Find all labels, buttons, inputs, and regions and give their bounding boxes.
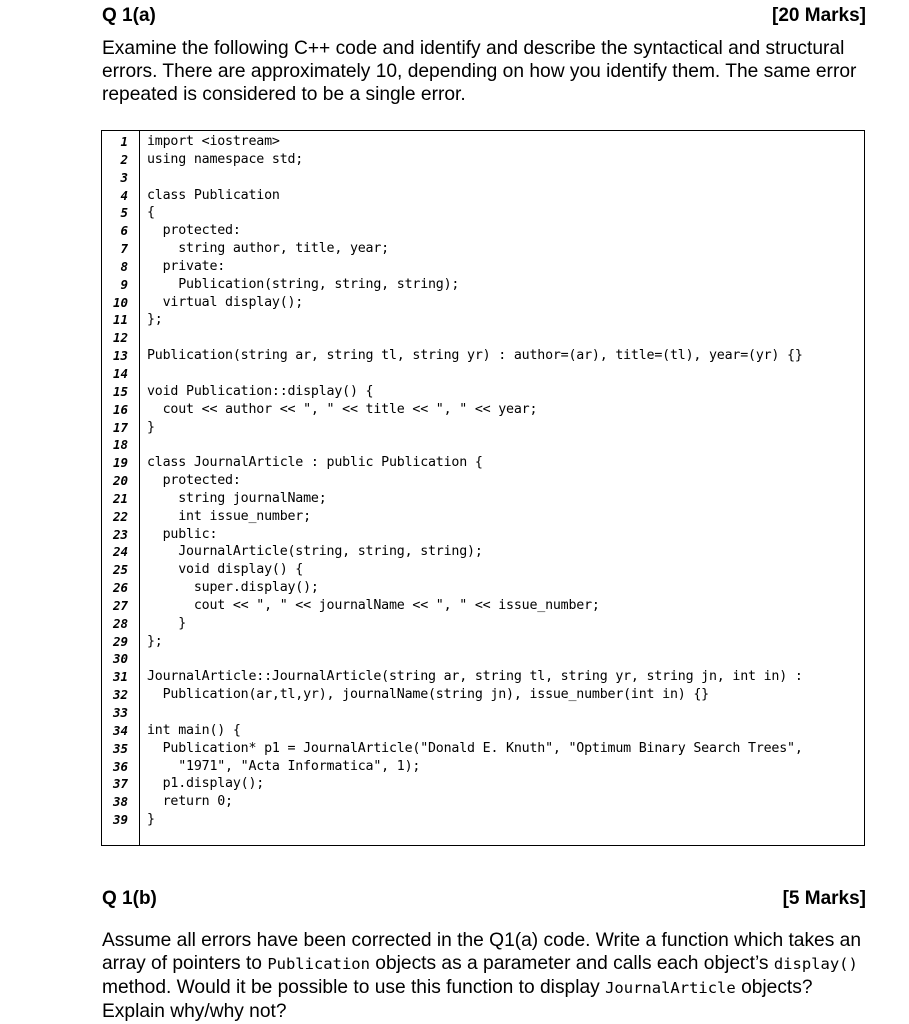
code-text: Publication(string, string, string); (147, 276, 460, 292)
code-line (102, 365, 864, 383)
code-line (102, 383, 864, 401)
code-text: return 0; (147, 794, 233, 810)
text-run: objects? Explain why/why not? (102, 977, 813, 1022)
code-line (102, 329, 864, 347)
question-1b-header (102, 888, 866, 914)
line-number: 38 (112, 794, 128, 810)
line-number: 12 (112, 330, 128, 346)
code-line (102, 222, 864, 240)
code-text: } (147, 419, 155, 435)
code-text: protected: (147, 473, 241, 489)
code-listing (101, 130, 865, 846)
code-text: void Publication::display() { (147, 383, 374, 399)
line-number: 13 (112, 348, 128, 364)
code-text: Publication(string ar, string tl, string yr) : author=(ar), title=(tl), year=(yr) {} (147, 348, 803, 364)
code-line (102, 294, 864, 312)
code-text: p1.display(); (147, 776, 265, 792)
line-number: 36 (112, 758, 128, 774)
code-line (102, 347, 864, 365)
code-line (102, 401, 864, 419)
line-number: 25 (112, 562, 128, 578)
code-text: private: (147, 258, 226, 274)
line-number: 10 (112, 294, 128, 310)
code-line (102, 169, 864, 187)
code-text: int main() { (147, 722, 241, 738)
code-text: super.display(); (147, 580, 319, 596)
code-line (102, 436, 864, 454)
code-text: }; (147, 633, 163, 649)
text-run: method. Would it be possible to use this function to display (102, 977, 606, 998)
code-line (102, 650, 864, 668)
code-line (102, 419, 864, 437)
code-text: "1971", "Acta Informatica", 1); (147, 758, 421, 774)
line-number: 22 (112, 508, 128, 524)
code-text: JournalArticle(string, string, string); (147, 544, 483, 560)
line-number: 9 (120, 276, 128, 292)
code-line (102, 579, 864, 597)
line-number: 17 (112, 419, 128, 435)
line-number: 11 (112, 312, 128, 328)
line-number: 28 (112, 615, 128, 631)
code-lines (102, 133, 864, 829)
code-line (102, 686, 864, 704)
code-line (102, 740, 864, 758)
line-number: 31 (112, 669, 128, 685)
code-text: using namespace std; (147, 151, 304, 167)
code-line (102, 258, 864, 276)
code-line (102, 133, 864, 151)
code-text: public: (147, 526, 218, 542)
code-text: { (147, 205, 155, 221)
line-number: 2 (120, 151, 128, 167)
code-line (102, 633, 864, 651)
marks-label: [5 Marks] (782, 888, 866, 909)
line-number: 34 (112, 722, 128, 738)
code-line (102, 722, 864, 740)
code-line (102, 204, 864, 222)
code-line (102, 490, 864, 508)
code-text: cout << ", " << journalName << ", " << issue_number; (147, 597, 600, 613)
marks-label: [20 Marks] (772, 5, 866, 26)
line-number: 8 (120, 258, 128, 274)
code-text: Publication(ar,tl,yr), journalName(string jn), issue_number(int in) {} (147, 687, 709, 703)
code-line (102, 454, 864, 472)
line-number: 33 (112, 705, 128, 720)
line-number: 3 (120, 169, 128, 185)
line-number: 4 (120, 187, 128, 203)
question-label: Q 1(a) (102, 5, 156, 26)
line-number: 7 (120, 241, 128, 257)
line-number: 14 (112, 365, 128, 381)
code-line (102, 597, 864, 615)
line-number: 23 (112, 526, 128, 542)
inline-code: JournalArticle (605, 979, 736, 997)
code-text: virtual display(); (147, 294, 304, 310)
question-1a-instructions: Examine the following C++ code and identify and describe the syntactical and structural errors. There are approximately 10, depending on how you identify them. The same error repeated is considered to be a single error. (102, 38, 857, 105)
code-text: int issue_number; (147, 508, 311, 524)
inline-code: display() (773, 955, 858, 973)
code-line (102, 472, 864, 490)
code-line (102, 151, 864, 169)
line-number: 15 (112, 383, 128, 399)
line-number: 16 (112, 401, 128, 417)
text-run: Assume all errors have been corrected in the Q1(a) code. Write a function which takes an array of pointers to (102, 930, 861, 974)
line-number: 26 (112, 580, 128, 596)
code-text: Publication* p1 = JournalArticle("Donald E. Knuth", "Optimum Binary Search Trees", (147, 740, 803, 756)
code-line (102, 668, 864, 686)
code-text: import <iostream> (147, 134, 280, 149)
code-text: class Publication (147, 187, 280, 203)
code-line (102, 615, 864, 633)
line-number: 21 (112, 490, 128, 506)
line-number: 30 (112, 651, 128, 667)
code-text: class JournalArticle : public Publication { (147, 455, 483, 471)
code-text: } (147, 812, 155, 828)
question-label: Q 1(b) (102, 888, 157, 909)
code-line (102, 775, 864, 793)
line-number: 6 (120, 223, 128, 239)
code-line (102, 240, 864, 258)
inline-code: Publication (267, 955, 370, 973)
code-text: void display() { (147, 562, 304, 578)
code-line (102, 311, 864, 329)
text-run: objects as a parameter and calls each object’s (369, 953, 774, 974)
question-1a-header (102, 5, 866, 31)
code-line (102, 704, 864, 722)
code-text: }; (147, 312, 163, 328)
line-number: 29 (112, 633, 128, 649)
code-line (102, 187, 864, 205)
code-line (102, 811, 864, 829)
line-number: 19 (112, 455, 128, 471)
line-number: 32 (112, 687, 128, 703)
line-number: 5 (120, 205, 128, 221)
code-line (102, 508, 864, 526)
line-number: 27 (112, 597, 128, 613)
code-text: protected: (147, 223, 241, 239)
line-number: 20 (112, 473, 128, 489)
code-line (102, 526, 864, 544)
line-number: 37 (112, 776, 128, 792)
code-text: string journalName; (147, 490, 327, 506)
code-text: JournalArticle::JournalArticle(string ar, string tl, string yr, string jn, int in) : (147, 669, 803, 685)
line-number: 24 (112, 544, 128, 560)
code-text: cout << author << ", " << title << ", " << year; (147, 401, 538, 417)
code-line (102, 793, 864, 811)
code-text: } (147, 615, 187, 631)
code-line (102, 758, 864, 776)
code-line (102, 561, 864, 579)
code-text: string author, title, year; (147, 241, 389, 257)
question-1b-instructions (102, 929, 872, 1023)
line-number: 35 (112, 740, 128, 756)
line-number: 18 (112, 437, 128, 453)
line-number: 39 (112, 812, 128, 828)
code-line (102, 276, 864, 294)
code-line (102, 543, 864, 561)
line-number: 1 (120, 134, 128, 149)
